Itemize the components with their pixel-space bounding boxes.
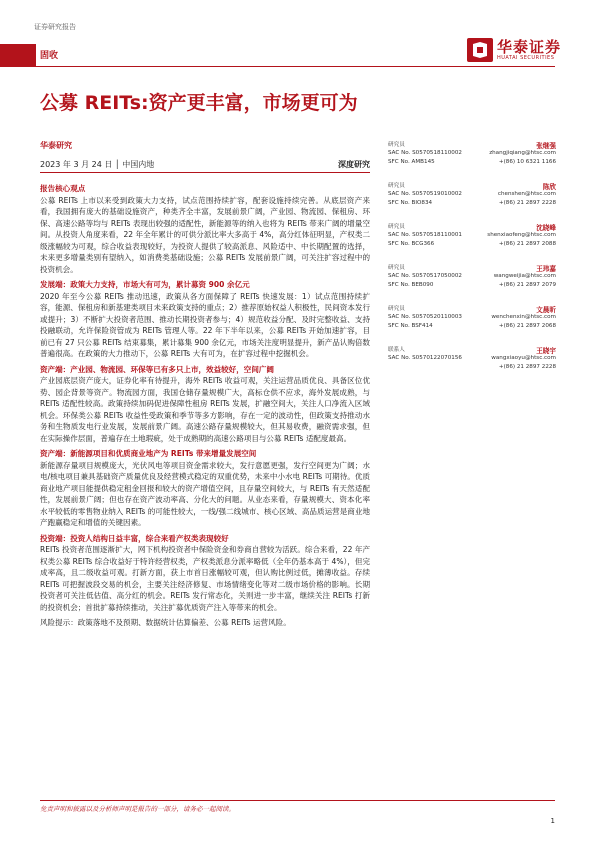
core-text: 公募 REITs 上市以来受到政策大力支持，试点范围持续扩容，配套设施持续完善。从底层资产来看，我国拥有庞大的基础设施资产，种类齐全丰富，发展前景广阔，产业园、物流园、保租房、环保、高速公路等均与 REITs 表现出较强的适配性，新能源等的纳入也将为 REITs 带来广阔的增量空间。从投资人角度来看，22 年全年累计的可供分派比率大多高于 4%，高分红体征明显，产权类二级涨幅较为可观，综合收益表现较好，为投资人提供了较高派息、风险适中、中长期配置的选择，未来更多增量类别有望纳入，如消费类基础设施；公募 REITs 发展前景广阔，可关注扩容过程中的投资机会。	[40, 195, 370, 274]
analyst-phone: +(86) 21 2897 2068	[498, 323, 556, 329]
analyst-role: 研究员	[388, 306, 405, 312]
analyst-sac: SAC No. S0570518110002	[388, 150, 462, 156]
logo-text-en: HUATAI SECURITIES	[496, 55, 555, 61]
analyst-sac: SAC No. S0570519010002	[388, 191, 462, 197]
section-investment-heading: 投资端：投资人结构日益丰富，综合来看产权类表现较好	[40, 533, 229, 543]
logo-mark-icon	[467, 38, 493, 62]
analyst-card	[388, 345, 556, 386]
analyst-phone: +(86) 21 2897 2228	[498, 364, 556, 370]
analyst-card	[388, 140, 556, 181]
analyst-role: 研究员	[388, 224, 405, 230]
analyst-name: 沈晓峰	[536, 224, 556, 232]
analyst-name: 文晨昕	[536, 306, 556, 314]
analyst-email[interactable]: wenchenxin@htsc.com	[491, 314, 556, 320]
section-new-energy-text: 新能源存量项目规模庞大，光伏风电等项目资金需求较大，发行意愿更强，发行空间更为广阔；水电/核电项目兼具基础资产质量优良及经营模式稳定的双重优势，未来中小水电 REITs 可期待。优质商业地产项目能提供稳定租金回报和较大的资产增值空间，且存量空间较大，与 REITs 有天然适配性，发展前景广阔；但也存在资产波动率高、分化大的问题。从业态来看，存量规模大、资本化率水平较低的零售物业纳入 REITs 的可能性较大，一线/强二线城市、核心区域、高品质运营是商业地产跑赢稳定和增值的关键因素。	[40, 460, 370, 527]
risk-note: 风险提示：政策落地不及预期、数据统计估算偏差、公募 REITs 运营风险。	[40, 618, 291, 627]
report-title: 公募 REITs:资产更丰富，市场更可为	[40, 92, 358, 114]
header-divider	[0, 66, 555, 67]
report-date-region: 2023 年 3 月 24 日 │ 中国内地	[40, 160, 155, 169]
analyst-sfc: SFC No. BIO834	[388, 200, 433, 206]
section-development-heading: 发展端：政策大力支持，市场大有可为，累计募资 900 余亿元	[40, 280, 250, 289]
page-number: 1	[550, 817, 555, 825]
analyst-email[interactable]: wangxiaoyu@htsc.com	[491, 355, 556, 361]
analyst-phone: +(86) 21 2897 2079	[498, 282, 556, 288]
analyst-phone: +(86) 21 2897 2088	[498, 241, 556, 247]
footer-disclaimer: 免责声明和披露以及分析师声明是报告的一部分，请务必一起阅读。	[40, 805, 235, 813]
header-accent-block	[0, 44, 36, 66]
analyst-card	[388, 181, 556, 222]
analyst-role: 研究员	[388, 183, 405, 189]
firm-name: 华泰研究	[40, 141, 72, 150]
analyst-list	[388, 140, 556, 386]
analyst-phone: +(86) 10 6321 1166	[498, 159, 556, 165]
analyst-name: 陈欣	[542, 183, 556, 191]
analyst-sfc: SFC No. BSF414	[388, 323, 433, 329]
analyst-email[interactable]: shenxiaofeng@htsc.com	[487, 232, 556, 238]
analyst-email[interactable]: chenshen@htsc.com	[497, 191, 556, 197]
analyst-email[interactable]: wangweijia@htsc.com	[493, 273, 556, 279]
analyst-sac: SAC No. S0570122070156	[388, 355, 462, 361]
report-type-tag: 深度研究	[338, 160, 370, 169]
analyst-sfc: SFC No. BEB090	[388, 282, 434, 288]
logo-text-cn: 华泰证券	[496, 38, 561, 56]
analyst-role: 研究员	[388, 265, 405, 271]
analyst-card	[388, 304, 556, 345]
section-development-text: 2020 年至今公募 REITs 推动迅速，政策从各方面保障了 REITs 快速发展：1）试点范围持续扩容，能源、保租房和新基建类项目未来政策支持的重点；2）推荐原始权益人积极性，民间资本发行或提升；3）不断扩大投资者范围、推动长期投资者参与；4）规范收益分配、及时完整收益、支持投融联动，允许保险资管成为 REITs 管理人等。22 年下半年以来，公募 REITs 开始加速扩容，目前已有 27 只公募 REITs 结束募集，累计募集 900 余亿元，市场关注度明显提升，新产品认购倍数普遍很高。在政策的大力推动下，公募 REITs 大有可为，在扩容过程中挖掘机会。	[40, 291, 370, 358]
footer-divider	[40, 800, 555, 801]
section-investment-text: REITs 投资者范围逐渐扩大，网下机构投资者中保险资金和券商自营较为活跃。综合来看，22 年产权类公募 REITs 综合收益好于特许经营权类，产权类派息分派率略低（全年仍基本高于 4%），但完成率高，且二级收益可观。打新方面，获上市首日涨幅较可观，但认购比例过低，摊薄收益。存续 REITs 可把握波段交易的机会，主要关注经济修复、市场情绪变化等对二级市场价格的影响。长期投资者可关注低估值、高分红的机会。REITs 发行常态化，关则进一步丰富，继续关注 REITs 打新的投资机会；首批扩募持续推动，关注扩募优质资产注入等带来的机会。	[40, 545, 370, 612]
company-logo	[467, 38, 561, 62]
analyst-sfc: SFC No. BCG366	[388, 241, 435, 247]
analyst-phone: +(86) 21 2897 2228	[498, 200, 556, 206]
report-body	[40, 183, 370, 629]
section-assets-heading: 资产端：产业园、物流园、环保等已有多只上市，效益较好，空间广阔	[40, 364, 274, 374]
analyst-card	[388, 222, 556, 263]
analyst-card	[388, 263, 556, 304]
analyst-sac: SAC No. S0570520110003	[388, 314, 462, 320]
analyst-role: 联系人	[388, 347, 405, 353]
category-label: 固收	[40, 51, 59, 61]
section-new-energy-heading: 资产端：新能源项目和优质商业地产为 REITs 带来增量发展空间	[40, 449, 257, 458]
analyst-email[interactable]: zhangjiqiang@htsc.com	[489, 150, 556, 156]
section-assets-text: 产业园底层资产庞大，证券化率有待提升，海外 REITs 收益可观，关注运营品质优良、具备区位优势、园企背景等资产。物流园方面，我国仓储存量规模广大，高标仓供不应求，海外发展成熟，与 REITs 适配性较高。政策持续加码促进保障性租房 REITs 发展，扩融空间大，关注人口净流入区域机会。环保类公募 REITs 收益性受政策和季节等多方影响，存在一定的波动性，但政策支持推动水务和生物质发电行业发展，发展前景广阔。高速公路存量规模较大，但其易收费，融资需求强，但在实际操作层面，普遍存在土地瑕疵，处于成熟期的高速公路项目与公募 REITs 适配度最高。	[40, 376, 370, 443]
analyst-sac: SAC No. S0570518110001	[388, 232, 462, 238]
meta-divider	[40, 172, 370, 173]
report-type-label: 证券研究报告	[34, 23, 76, 31]
analyst-name: 王晓宇	[536, 347, 556, 355]
analyst-name: 王玮嘉	[536, 265, 556, 273]
report-meta	[40, 159, 370, 170]
analyst-sac: SAC No. S0570517050002	[388, 273, 462, 279]
core-heading: 报告核心观点	[40, 184, 86, 193]
analyst-name: 张继强	[536, 142, 556, 150]
analyst-role: 研究员	[388, 142, 405, 148]
analyst-sfc: SFC No. AMB145	[388, 159, 435, 165]
